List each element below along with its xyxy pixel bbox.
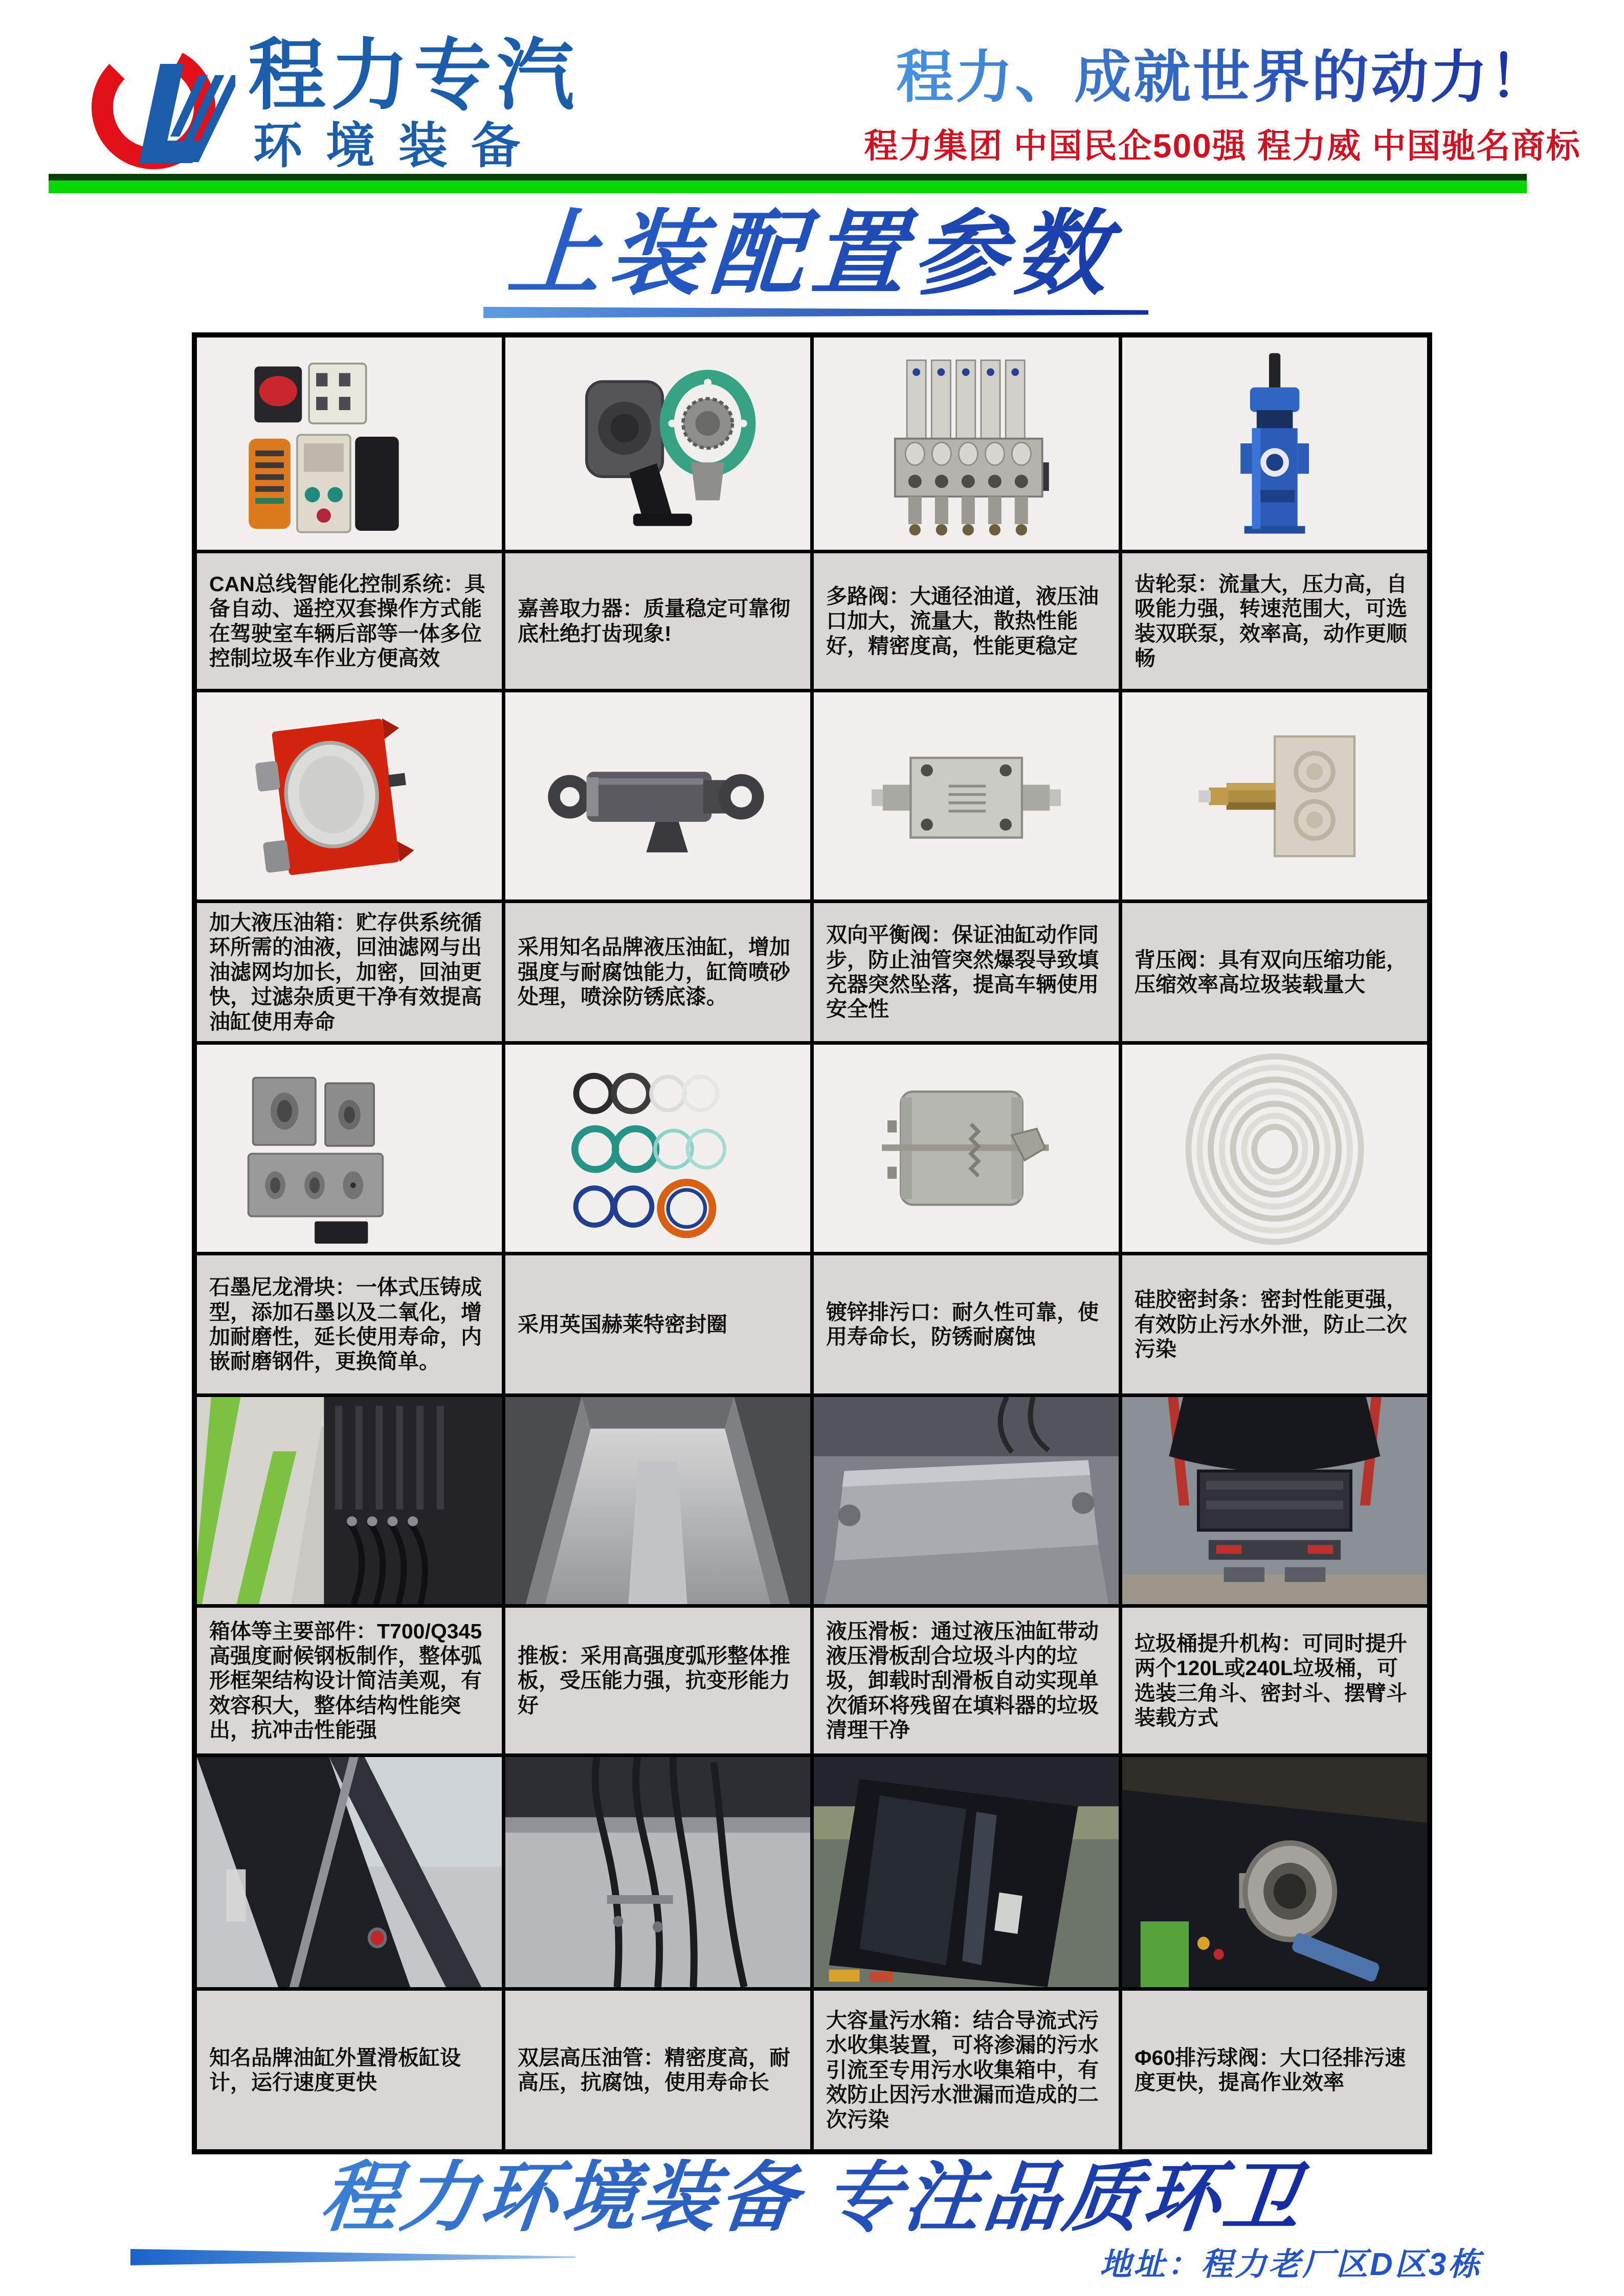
- product-description: 大容量污水箱：结合导流式污水收集装置，可将渗漏的污水引流至专用污水收集箱中，有效防止因污水泄漏而造成的二次污染: [826, 2009, 1099, 2131]
- product-description: 嘉善取力器：质量稳定可靠彻底杜绝打齿现象!: [518, 597, 790, 645]
- product-text-cell: [814, 1255, 1119, 1393]
- product-image-cell: [814, 1757, 1119, 1987]
- product-description: 垃圾桶提升机构：可同时提升两个120L或240L垃圾桶，可选装三角斗、密封斗、摆臂斗装载方式: [1134, 1631, 1407, 1729]
- multiway-valve-image: [823, 344, 1109, 543]
- oil-tank-image: [206, 699, 493, 893]
- gear-pump-image: [1131, 344, 1418, 543]
- product-image-cell: [1122, 692, 1427, 899]
- spec-table: [192, 332, 1432, 2154]
- box-body-photo: [197, 1397, 502, 1604]
- product-image-cell: [505, 692, 810, 899]
- product-text-cell: [1122, 1608, 1427, 1753]
- product-text-cell: [197, 903, 502, 1041]
- product-image-cell: [1122, 1045, 1427, 1252]
- product-image-cell: [197, 1045, 502, 1252]
- product-description: 液压滑板：通过液压油缸带动液压滑板刮合垃圾斗内的垃圾，卸载时刮滑板自动实现单次循环将残留在填料器的垃圾清理干净: [826, 1619, 1099, 1742]
- drain-port-image: [823, 1051, 1109, 1246]
- product-text-cell: [1122, 1991, 1427, 2149]
- page-title: 上装配置参数: [0, 207, 1624, 300]
- product-text-cell: [197, 1255, 502, 1393]
- pto-image: [515, 344, 801, 543]
- product-description: CAN总线智能化控制系统：具备自动、遥控双套操作方式能在驾驶室车辆后部等一体多位控制垃圾车作业方便高效: [209, 572, 485, 670]
- push-plate-photo: [505, 1397, 810, 1604]
- product-image-cell: [1122, 337, 1427, 550]
- product-image-cell: [814, 337, 1119, 550]
- slide-cylinder-photo: [197, 1757, 502, 1987]
- product-image-cell: [505, 1397, 810, 1604]
- product-image-cell: [197, 337, 502, 550]
- product-description: 双层高压油管：精密度高，耐高压，抗腐蚀，使用寿命长: [518, 2045, 790, 2094]
- product-description: 采用知名品牌液压油缸，增加强度与耐腐蚀能力，缸筒喷砂处理，喷涂防锈底漆。: [518, 935, 790, 1009]
- product-image-cell: [505, 1045, 810, 1252]
- product-text-cell: [505, 553, 810, 689]
- seal-strip-image: [1131, 1051, 1418, 1246]
- product-image-cell: [1122, 1757, 1427, 1987]
- product-text-cell: [814, 1608, 1119, 1753]
- product-text-cell: [505, 1608, 810, 1753]
- product-description: 推板：采用高强度弧形整体推板，受压能力强，抗变形能力好: [518, 1644, 790, 1717]
- slide-plate-photo: [814, 1397, 1119, 1604]
- bin-lifter-photo: [1122, 1397, 1427, 1604]
- header-slogan: 程力、成就世界的动力！: [849, 49, 1596, 106]
- product-image-cell: [814, 1045, 1119, 1252]
- product-text-cell: [814, 553, 1119, 689]
- product-text-cell: [197, 1608, 502, 1753]
- can-control-image: [206, 344, 493, 543]
- hydraulic-cylinder-image: [515, 699, 801, 893]
- product-image-cell: [505, 337, 810, 550]
- brand-name: 程力专汽: [248, 32, 580, 119]
- title-underline: [483, 307, 1148, 318]
- product-description: 背压阀：具有双向压缩功能，压缩效率高垃圾装载量大: [1134, 948, 1407, 996]
- product-text-cell: [1122, 1255, 1427, 1393]
- product-description: 石墨尼龙滑块：一体式压铸成型，添加石墨以及二氧化，增加耐磨性，延长使用寿命，内嵌耐磨钢件，更换简单。: [209, 1275, 482, 1374]
- product-text-cell: [197, 553, 502, 689]
- seal-rings-image: [515, 1051, 801, 1246]
- slider-blocks-image: [206, 1051, 493, 1246]
- product-description: 多路阀：大通径油道，液压油口加大，流量大，散热性能好，精密度高，性能更稳定: [826, 584, 1099, 658]
- header-divider: [49, 174, 1527, 193]
- product-image-cell: [505, 1757, 810, 1987]
- footer-slogan: 程力环境装备 专注品质环卫: [0, 2159, 1624, 2236]
- product-image-cell: [197, 692, 502, 899]
- product-image-cell: [197, 1757, 502, 1987]
- product-description: 采用英国赫莱特密封圈: [518, 1312, 727, 1336]
- product-description: 双向平衡阀：保证油缸动作同步，防止油管突然爆裂导致填充器突然坠落，提高车辆使用安全性: [826, 923, 1099, 1021]
- ball-valve-photo: [1122, 1757, 1427, 1987]
- product-image-cell: [197, 1397, 502, 1604]
- product-description: 箱体等主要部件：T700/Q345高强度耐候钢板制作，整体弧形框架结构设计简洁美观，有效容积大，整体结构性能突出，抗冲击性能强: [209, 1619, 482, 1742]
- product-description: Φ60排污球阀：大口径排污速度更快，提高作业效率: [1134, 2045, 1406, 2094]
- product-description: 加大液压油箱：贮存供系统循环所需的油液，回油滤网与出油滤网均加长，加密，回油更快，过滤杂质更干净有效提高油缸使用寿命: [209, 911, 482, 1033]
- product-description: 镀锌排污口：耐久性可靠，使用寿命长，防锈耐腐蚀: [826, 1300, 1099, 1348]
- product-text-cell: [814, 1991, 1119, 2149]
- product-description: 知名品牌油缸外置滑板缸设计，运行速度更快: [209, 2045, 461, 2094]
- oil-pipes-photo: [505, 1757, 810, 1987]
- footer-swoosh: [130, 2249, 575, 2265]
- brand-subtitle: 环境装备: [253, 119, 544, 173]
- sewage-tank-photo: [814, 1757, 1119, 1987]
- product-image-cell: [814, 692, 1119, 899]
- product-text-cell: [814, 903, 1119, 1041]
- product-image-cell: [1122, 1397, 1427, 1604]
- header-sub-slogan: 程力集团 中国民企500强 程力威 中国驰名商标: [864, 127, 1581, 165]
- product-text-cell: [505, 1255, 810, 1393]
- product-text-cell: [505, 1991, 810, 2149]
- product-text-cell: [1122, 903, 1427, 1041]
- product-description: 硅胶密封条：密封性能更强，有效防止污水外泄，防止二次污染: [1134, 1288, 1407, 1361]
- back-pressure-valve-image: [1131, 699, 1418, 893]
- product-text-cell: [505, 903, 810, 1041]
- product-text-cell: [197, 1991, 502, 2149]
- balance-valve-image: [823, 699, 1109, 893]
- product-text-cell: [1122, 553, 1427, 689]
- chengli-logo-icon: [82, 28, 235, 182]
- footer-address: 地址：程力老厂区D区3栋: [1100, 2247, 1482, 2282]
- product-description: 齿轮泵：流量大，压力高，自吸能力强，转速范围大，可选装双联泵，效率高，动作更顺畅: [1134, 572, 1407, 670]
- product-image-cell: [814, 1397, 1119, 1604]
